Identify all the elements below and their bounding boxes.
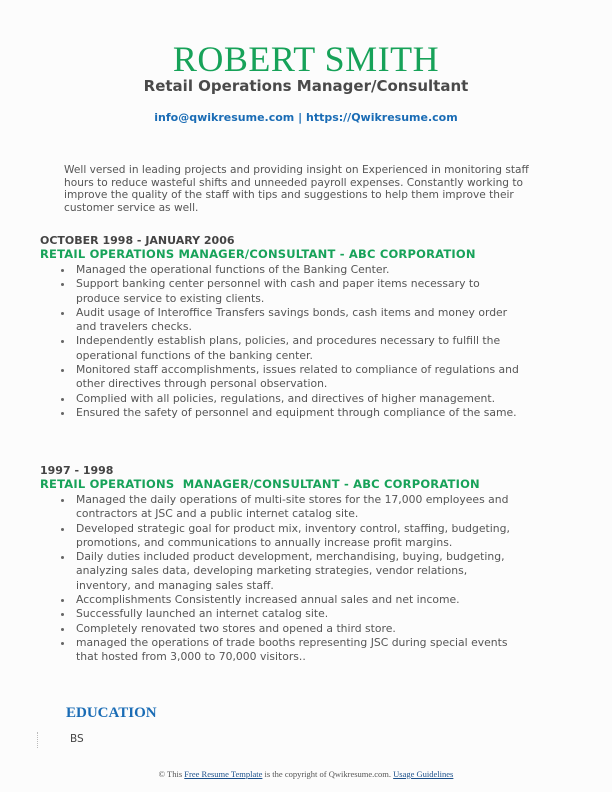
- list-item: Developed strategic goal for product mix, inventory control, staffing, budgeting, promotions, and communications to annually increase profit margins.: [76, 522, 524, 551]
- job-bullets: [40, 263, 560, 420]
- job-dates: OCTOBER 1998 - JANUARY 2006: [40, 234, 235, 247]
- footer: [0, 769, 612, 779]
- experience-entry: [40, 464, 560, 665]
- job-heading: RETAIL OPERATIONS MANAGER/CONSULTANT - ABC CORPORATION: [40, 477, 480, 491]
- list-item: Independently establish plans, policies, and procedures necessary to fulfill the operational functions of the banking center.: [76, 334, 524, 363]
- education-degree: BS: [70, 733, 84, 745]
- list-item: Ensured the safety of personnel and equipment through compliance of the same.: [76, 406, 524, 420]
- free-resume-template-link[interactable]: Free Resume Template: [184, 769, 263, 779]
- job-dates: 1997 - 1998: [40, 464, 114, 477]
- education-divider: [37, 732, 39, 748]
- job-title: Retail Operations Manager/Consultant: [143, 77, 469, 95]
- list-item: Successfully launched an internet catalog site.: [76, 607, 524, 621]
- candidate-name: ROBERT SMITH: [172, 39, 440, 79]
- list-item: Completely renovated two stores and opened a third store.: [76, 622, 524, 636]
- education-heading: EDUCATION: [66, 705, 157, 721]
- website-link[interactable]: https://Qwikresume.com: [305, 111, 458, 124]
- list-item: Accomplishments Consistently increased annual sales and net income.: [76, 593, 524, 607]
- list-item: Monitored staff accomplishments, issues related to compliance of regulations and other directives through personal observation.: [76, 363, 524, 392]
- list-item: Audit usage of Interoffice Transfers savings bonds, cash items and money order and travelers checks.: [76, 306, 524, 335]
- usage-guidelines-link[interactable]: Usage Guidelines: [393, 769, 454, 779]
- footer-middle: is the copyright of Qwikresume.com.: [264, 769, 392, 779]
- job-bullets: [40, 493, 560, 665]
- list-item: Managed the operational functions of the Banking Center.: [76, 263, 524, 277]
- email-link[interactable]: info@qwikresume.com: [154, 111, 295, 124]
- experience-entry: [40, 234, 560, 420]
- list-item: Daily duties included product development, merchandising, buying, budgeting, analyzing sales data, developing marketing strategies, vendor relations, inventory, and managing sales staff.: [76, 550, 524, 593]
- list-item: Managed the daily operations of multi-site stores for the 17,000 employees and contractors at JSC and a public internet catalog site.: [76, 493, 524, 522]
- list-item: Support banking center personnel with cash and paper items necessary to produce service to existing clients.: [76, 277, 524, 306]
- list-item: Complied with all policies, regulations, and directives of higher management.: [76, 392, 524, 406]
- job-heading: RETAIL OPERATIONS MANAGER/CONSULTANT - ABC CORPORATION: [40, 247, 476, 261]
- summary-paragraph: Well versed in leading projects and providing insight on Experienced in monitoring staff hours to reduce wasteful shifts and unneeded payroll expenses. Constantly working to improve the quality of the staff with tips and suggestions to help them improve their customer service as well.: [64, 164, 529, 214]
- contact-line: [0, 111, 612, 124]
- contact-separator: |: [298, 111, 303, 124]
- footer-prefix: © This: [158, 769, 183, 779]
- list-item: managed the operations of trade booths representing JSC during special events that hosted from 3,000 to 70,000 visitors..: [76, 636, 524, 665]
